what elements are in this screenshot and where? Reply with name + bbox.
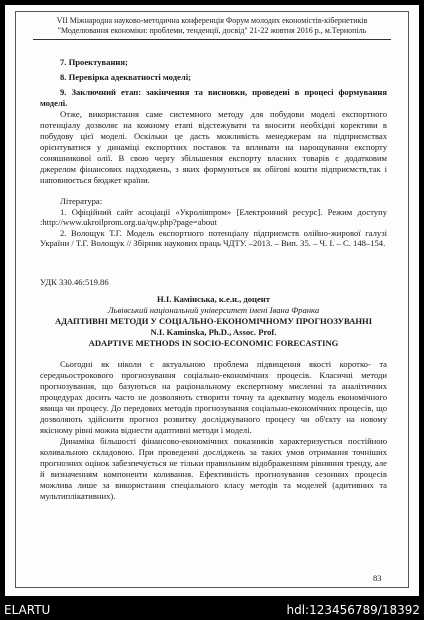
article-title-ua: АДАПТИВНІ МЕТОДИ У СОЦІАЛЬНО-ЕКОНОМІЧНОМУ ПРОГНОЗУВАННІ	[54, 315, 373, 326]
page-body	[40, 57, 387, 502]
references-heading: Література:	[60, 196, 103, 206]
page-number: 83	[373, 573, 382, 583]
author-en: N.I. Kaminska, Ph.D., Assoc. Prof.	[150, 326, 277, 337]
udc-code: УДК 330.46:519.86	[40, 276, 109, 287]
header-divider	[33, 39, 391, 40]
article-paragraph-2: Динаміка більшості фінансово-економічних показників характеризується постійною коливальною складовою. При проведенні досліджень за таких умов отримання точніших прогнозних оцінок забезпечується не тільки правильним відображенням рівняння тренду, але й визначенням компоненти коливання. Ефективність прогнозування сезонних процесів можлива лише за використання спеціального класу методів та моделей (адитивних та мультиплікативних).	[40, 435, 387, 501]
article-paragraph-1: Сьогодні як ніколи є актуальною проблема підвищення якості коротко- та середньострокового прогнозування соціально-економічних процесів. Класичні методи прогнозування, що базуються на раціональному експертному мисленні та аналітичних процедурах досить часто не дозволяють створити точну та адекватну модель економічного явища чи процесу. До передових методів прогнозування соціально-економічних процесів, що дозволяють здійснити прогноз розвитку досліджуваного процесу чи об'єкту на новому якісному рівні можна віднести адаптивні методи і моделі.	[40, 358, 387, 435]
document-page	[5, 5, 419, 596]
conference-header	[33, 16, 391, 35]
header-line-1: VII Міжнародна науково-методична конференція Форум молодих економістів-кібернетиків	[56, 16, 368, 25]
list-item-8: 8. Перевірка адекватності моделі;	[60, 72, 191, 82]
list-item-9: 9. Заключний етап: закінчення та висновки, проведені в процесі формування моделі.	[40, 87, 387, 108]
conclusion-paragraph: Отже, використання саме системного методу для побудови моделі експортного потенціалу дозволяє на кожному етапі відстежувати та вносити необхідні корективи в побудову цієї моделі. Оскільки це дасть можливість менеджерам на підприємствах орієнтуватися у динаміці експортних поставок та впливати на нарощування експорту соняшникової олії. В свою чергу збільшення експорту власних товарів є додатковим джерелом фінансових надходжень, з яких формуються як обігові кошти підприємств,так і наповнюється бюджет країни.	[40, 109, 387, 185]
reference-1: 1. Офіційний сайт асоціації «Укроліяпром» [Електронний ресурс]. Режим доступу :http://www.ukroilprom.org.ua/qw.php?page=about	[40, 206, 387, 227]
list-item-7: 7. Проектування;	[60, 57, 128, 67]
affiliation: Львівський національний університет імені Івана Франка	[107, 304, 320, 315]
reference-2: 2. Волощук Т.Г. Модель експортного потенціалу підприємств олійно-жирової галузі України / Т.Г. Волощук // Збірник наукових праць ЧДТУ. –2013. – Вип. 35. – Ч. І. – С. 148–154.	[40, 227, 387, 248]
article-title-en: ADAPTIVE METHODS IN SOCIO-ECONOMIC FORECASTING	[88, 337, 339, 348]
viewer-footer	[0, 601, 424, 620]
handle-id: hdl:123456789/18392	[286, 603, 420, 617]
author-ua: Н.І. Камінська, к.е.н., доцент	[157, 293, 270, 304]
header-line-2: "Моделювання економіки: проблеми, тенденції, досвід" 21-22 жовтня 2016 р., м.Тернопіль	[57, 25, 367, 35]
repository-label: ELARTU	[4, 603, 51, 617]
references	[40, 196, 387, 249]
